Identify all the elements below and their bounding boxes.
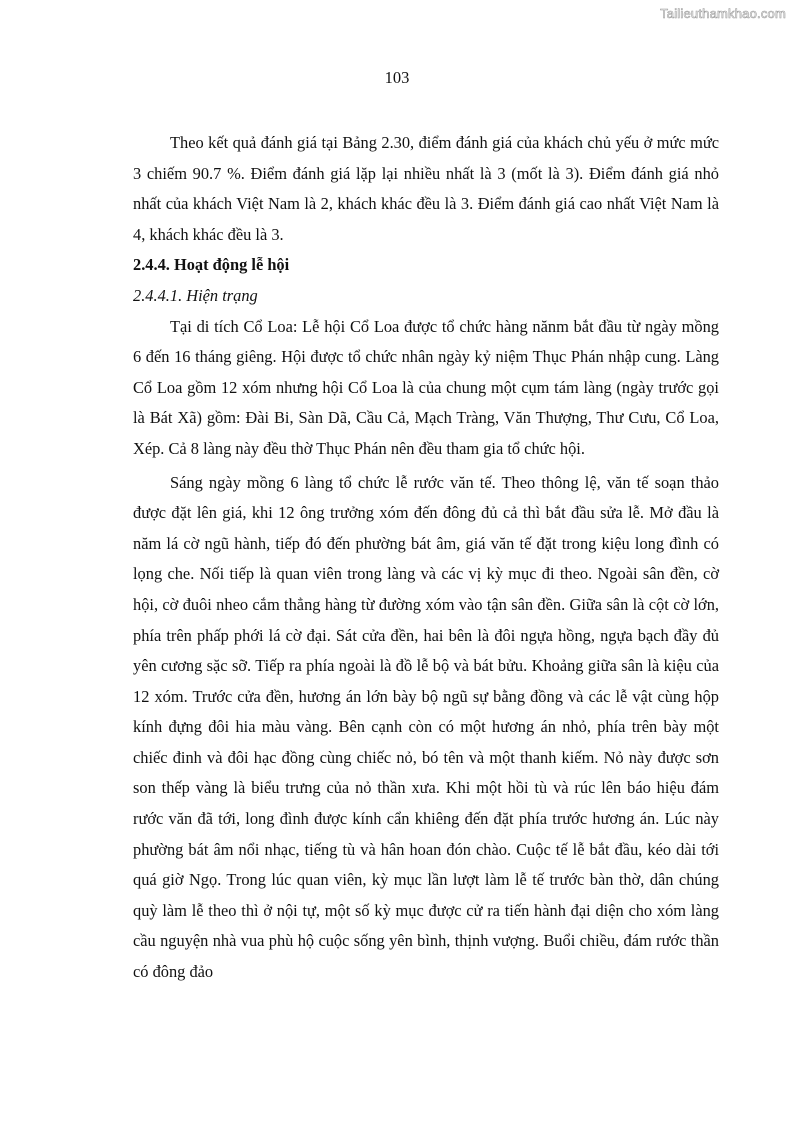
paragraph-evaluation-summary: Theo kết quả đánh giá tại Bảng 2.30, điểm đánh giá của khách chủ yếu ở mức mức 3 chiếm 90.7 %. Điểm đánh giá lặp lại nhiều nhất là 3 (mốt là 3). Điểm đánh giá nhỏ nhất của khách Việt Nam là 2, khách khác đều là 3. Điểm đánh giá cao nhất Việt Nam là 4, khách khác đều là 3. [133, 133, 719, 244]
watermark-text: Tailieuthamkhao.com [660, 6, 786, 21]
page-number: 103 [384, 68, 410, 87]
paragraph-co-loa-festival: Tại di tích Cổ Loa: Lễ hội Cổ Loa được tổ chức hàng nănm bắt đầu từ ngày mồng 6 đến 16 tháng giêng. Hội được tổ chức nhân ngày kỷ niệm Thục Phán nhập cung. Làng Cổ Loa gồm 12 xóm nhưng hội Cổ Loa là của chung một cụm tám làng (ngày trước gọi là Bát Xã) gồm: Đài Bi, Sàn Dã, Cầu Cả, Mạch Tràng, Văn Thượng, Thư Cưu, Cổ Loa, Xép. Cả 8 làng này đều thờ Thục Phán nên đều tham gia tổ chức hội. [133, 316, 719, 458]
section-heading: 2.4.4. Hoạt động lễ hội [133, 255, 290, 275]
paragraph-procession: Sáng ngày mồng 6 làng tổ chức lễ rước văn tế. Theo thông lệ, văn tế soạn thảo được đặt lên giá, khi 12 ông trưởng xóm đến đông đủ cả thì bắt đầu sửa lễ. Mở đầu là năm lá cờ ngũ hành, tiếp đó đến phường bát âm, giá văn tế đặt trong kiệu long đình có lọng che. Nối tiếp là quan viên trong làng và các vị kỳ mục đi theo. Ngoài sân đền, cờ hội, cờ đuôi nheo cắm thẳng hàng từ đường xóm vào tận sân đền. Giữa sân là cột cờ lớn, phía trên phấp phới lá cờ đại. Sát cửa đền, hai bên là đôi ngựa hồng, ngựa bạch đầy đủ yên cương sặc sỡ. Tiếp ra phía ngoài là đồ lễ bộ và bát bửu. Khoảng giữa sân là kiệu của 12 xóm. Trước cửa đền, hương án lớn bày bộ ngũ sự bằng đồng và các lễ vật cùng hộp kính đựng đôi hia màu vàng. Bên cạnh còn có một hương án nhỏ, phía trên bày một chiếc đinh và đôi hạc đồng cùng chiếc nỏ, bó tên và một thanh kiếm. Nỏ này được sơn son thếp vàng là biểu trưng của nỏ thần xưa. Khi một hồi tù và rúc lên báo hiệu đám rước văn đã tới, long đình được kính cẩn khiêng đến đặt phía trước hương án. Lúc này phường bát âm nổi nhạc, tiếng tù và hân hoan đón chào. Cuộc tế lễ bắt đầu, kéo dài tới quá giờ Ngọ. Trong lúc quan viên, kỳ mục lần lượt làm lễ tế trước bàn thờ, dân chúng quỳ làm lễ theo thì ở nội tự, một số kỳ mục được cử ra tiến hành đại diện cho xóm làng cầu nguyện nhà vua phù hộ cuộc sống yên bình, thịnh vượng. Buổi chiều, đám rước thần có đông đảo [133, 472, 719, 982]
document-body [133, 128, 719, 988]
subsection-heading: 2.4.4.1. Hiện trạng [133, 285, 258, 305]
